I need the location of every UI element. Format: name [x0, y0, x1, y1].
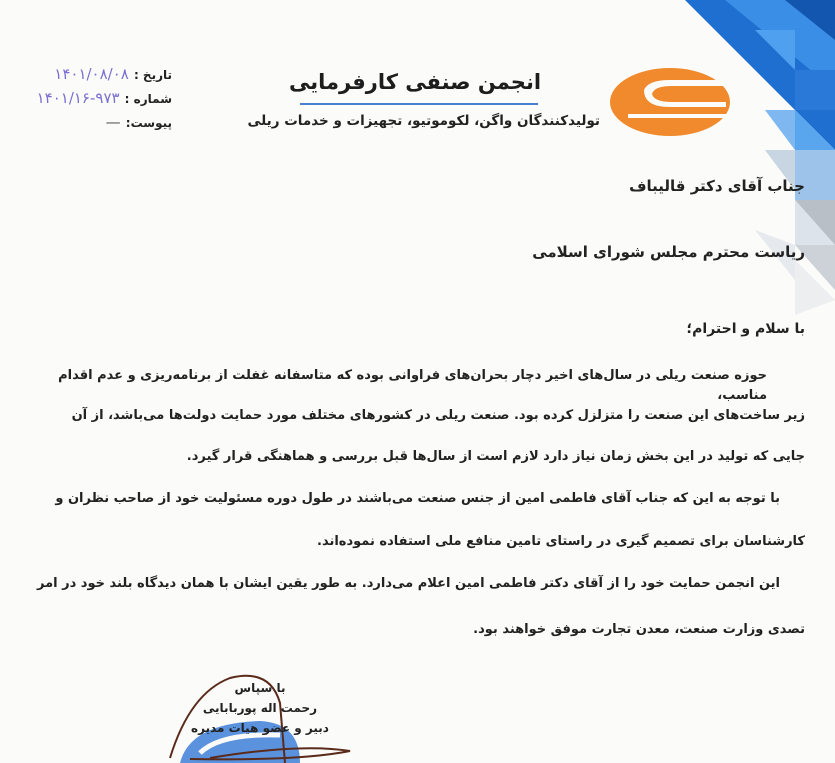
attachment-row: [12, 112, 172, 136]
organization-logo: [608, 66, 732, 138]
title-underline: [300, 103, 538, 105]
addressee-name: جناب آقای دکتر قالیباف: [629, 177, 805, 195]
signature-closing: با سپاس: [234, 681, 286, 695]
number-row: [12, 88, 172, 112]
body-line: زیر ساخت‌های این صنعت را متزلزل کرده بود. صنعت ریلی در کشورهای مختلف مورد حمایت دولت‌ها می‌باشد، از آن: [71, 408, 805, 423]
addressee-title: ریاست محترم مجلس شورای اسلامی: [532, 243, 805, 261]
body-line: حوزه صنعت ریلی در سال‌های اخیر دچار بحران‌های فراوانی بوده که متاسفانه غفلت از برنامه‌ریزی و عدم اقدام مناسب،: [58, 368, 767, 403]
greeting: با سلام و احترام؛: [686, 321, 805, 337]
decorative-triangle-pattern: [685, 0, 835, 315]
date-row: [12, 64, 172, 88]
body-line: جایی که تولید در این بخش زمان نیاز دارد لازم است از سال‌ها قبل بررسی و هماهنگی قرار گیرد.: [186, 449, 805, 464]
body-line: تصدی وزارت صنعت، معدن تجارت موفق خواهند بود.: [473, 622, 805, 637]
body-line: این انجمن حمایت خود را از آقای دکتر فاطمی امین اعلام می‌دارد. به طور یقین ایشان با همان دیدگاه بلند خود در امر: [37, 576, 780, 591]
date-label: تاریخ :: [133, 68, 172, 82]
signatory-name: رحمت اله پوربابایی: [202, 701, 318, 715]
number-label: شماره :: [124, 92, 172, 106]
signatory-role: دبیر و عضو هیات مدیره: [191, 721, 329, 735]
attachment-label: پیوست:: [125, 116, 172, 130]
number-value: ۱۴۰۱/۱۶-۹۷۳: [36, 89, 120, 107]
date-value: ۱۴۰۱/۰۸/۰۸: [54, 65, 129, 83]
letter-meta: [12, 64, 172, 136]
organization-subtitle: تولیدکنندگان واگن، لکوموتیو، تجهیزات و خدمات ریلی: [247, 113, 600, 129]
signature-block: [180, 678, 340, 738]
organization-title: انجمن صنفی کارفرمایی: [288, 70, 542, 94]
attachment-value: —: [105, 113, 121, 131]
body-line: کارشناسان برای تصمیم گیری در راستای تامین منافع ملی استفاده نموده‌اند.: [317, 534, 805, 549]
body-line: با توجه به این که جناب آقای فاطمی امین از جنس صنعت می‌باشند در طول دوره مسئولیت خود از صاحب نظران و: [55, 491, 780, 506]
